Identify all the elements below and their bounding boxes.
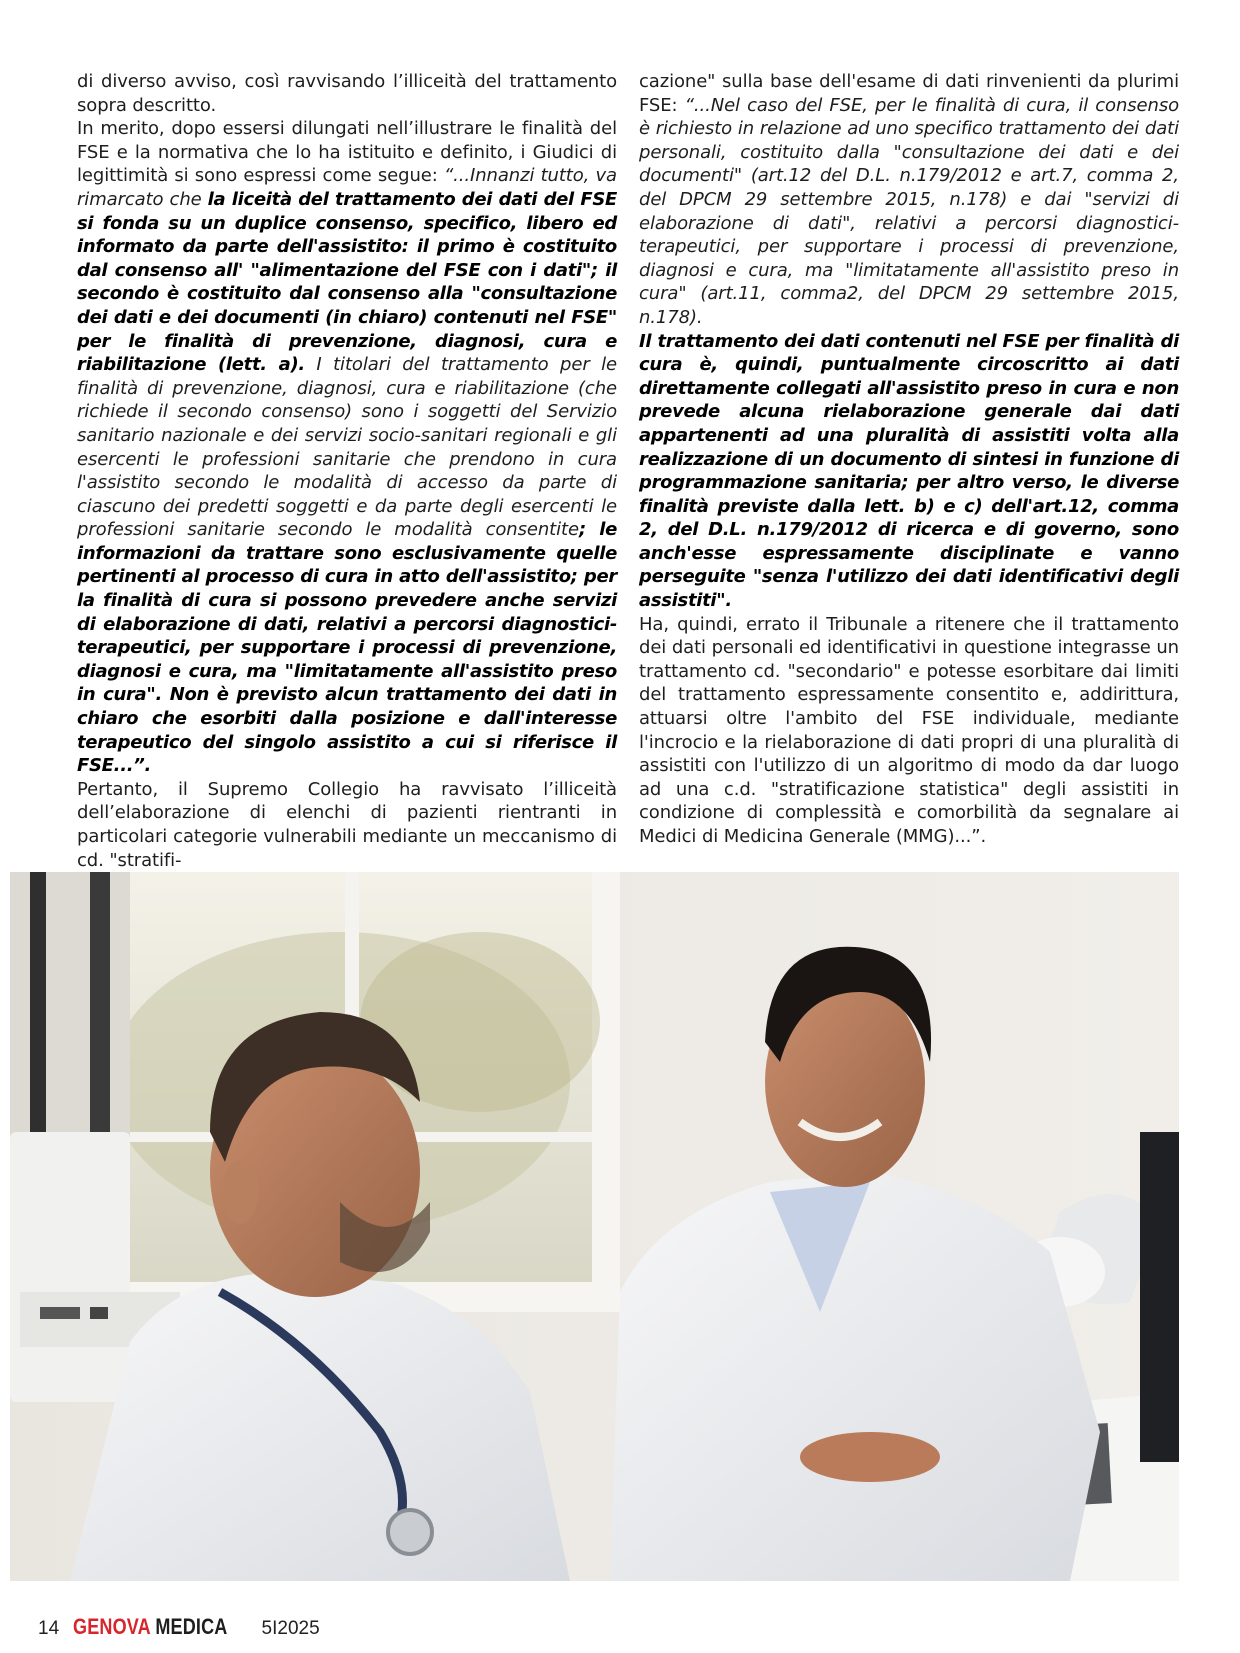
quote-italic: I titolari del trattamento per le finalità di prevenzione, diagnosi, cura e riabilitazione (che richiede il secondo consenso) sono i soggetti del Servizio sanitario nazionale e dei servizi socio-sanitari regionali e gli esercenti le professioni sanitarie che prendono in cura l'assistito secondo le modalità di accesso da parte di ciascuno dei predetti soggetti e da parte degli esercenti le professioni sanitarie secondo le modalità consentite <box>77 354 617 541</box>
issue-number: 5I2025 <box>261 1618 320 1639</box>
paragraph-text: cazione" sulla base dell'esame di dati rinvenienti da plurimi FSE: <box>639 71 1179 116</box>
left-column <box>77 70 617 872</box>
quote-bold: Il trattamento dei dati contenuti nel FSE per finalità di cura è, quindi, puntualmente circoscritto ai dati direttamente collegati all'assistito preso in cura e non prevede alcuna rielaborazione generale dai dati appartenenti ad una pluralità di assistiti volta alla realizzazione di un documento di sintesi in funzione di programmazione sanitaria; per altro verso, le diverse finalità previste dalla lett. b) e c) dell'art.12, comma 2, del D.L. n.179/2012 di ricerca e di governo, sono anch'esse espressamente disciplinate e vanno perseguite "senza l'utilizzo dei dati identificativi degli assistiti". <box>639 330 1179 612</box>
quote-bold: ; le informazioni da trattare sono esclusivamente quelle pertinenti al processo di cura in atto dell'assistito; per la finalità di cura si possono prevedere anche servizi di elaborazione di dati, relativi a percorsi diagnostici-terapeutici, per supportare i processi di prevenzione, diagnosi e cura, ma "limitatamente all'assistito preso in cura". Non è previsto alcun trattamento dei dati in chiaro che esorbiti dalla posizione e dall'interesse terapeutico del singolo assistito a cui si riferisce il FSE...”. <box>77 519 617 777</box>
quote-bold: la liceità del trattamento dei dati del FSE si fonda su un duplice consenso, specifico, libero ed informato da parte dell'assistito: il primo è costituito dal consenso all' "alimentazione del FSE con i dati"; il secondo è costituito dal consenso alla "consultazione dei dati e dei documenti (in chiaro) contenuti nel FSE" per le finalità di prevenzione, diagnosi, cura e riabilitazione (lett. a). <box>77 188 617 376</box>
magazine-logo <box>73 1614 227 1640</box>
paragraph: Ha, quindi, errato il Tribunale a ritenere che il trattamento dei dati personali ed identificativi in questione integrasse un trattamento cd. "secondario" e potesse esorbitare dai limiti del trattamento espressamente consentito e, addirittura, attuarsi oltre l'ambito del FSE individuale, mediante l'incrocio e la rielaborazione di dati propri di una pluralità di assistiti con l'utilizzo di un algoritmo di modo da dar luogo ad una c.d. "stratificazione statistica" degli assistiti in condizione di complessità e comorbilità da segnalare ai Medici di Medicina Generale (MMG)...”. <box>639 613 1179 847</box>
photo-doctors <box>10 872 1179 1581</box>
paragraph <box>639 330 1179 613</box>
photo-illustration <box>10 872 1179 1581</box>
paragraph <box>77 117 617 778</box>
paragraph <box>639 70 1179 330</box>
logo-medica: MEDICA <box>155 1614 228 1639</box>
logo-genova: GENOVA <box>73 1614 151 1639</box>
paragraph: di diverso avviso, così ravvisando l’illiceità del trattamento sopra descritto. <box>77 71 617 116</box>
quote-intro: “...Innanzi tutto, va rimarcato che <box>77 165 617 210</box>
right-column <box>639 70 1179 849</box>
paragraph: Pertanto, il Supremo Collegio ha ravvisato l’illiceità dell’elaborazione di elenchi di pazienti rientranti in particolari categorie vulnerabili mediante un meccanismo di cd. "stratifi- <box>77 778 617 871</box>
quote-italic: “...Nel caso del FSE, per le finalità di cura, il consenso è richiesto in relazione ad uno specifico trattamento dei dati personali, costituito dalla "consultazione dei dati e dei documenti" (art.12 del D.L. n.179/2012 e art.7, comma 2, del DPCM 29 settembre 2015, n.178) e dai "servizi di elaborazione di dati", relativi a percorsi diagnostici-terapeutici, per supportare i processi di prevenzione, diagnosi e cura, ma "limitatamente all'assistito preso in cura" (art.11, comma2, del DPCM 29 settembre 2015, n.178). <box>639 94 1180 328</box>
page-footer <box>38 1614 320 1644</box>
paragraph-text: In merito, dopo essersi dilungati nell’illustrare le finalità del FSE e la normativa che lo ha istituito e definito, i Giudici di legittimità si sono espressi come segue: <box>77 118 617 187</box>
page-number: 14 <box>38 1618 60 1639</box>
